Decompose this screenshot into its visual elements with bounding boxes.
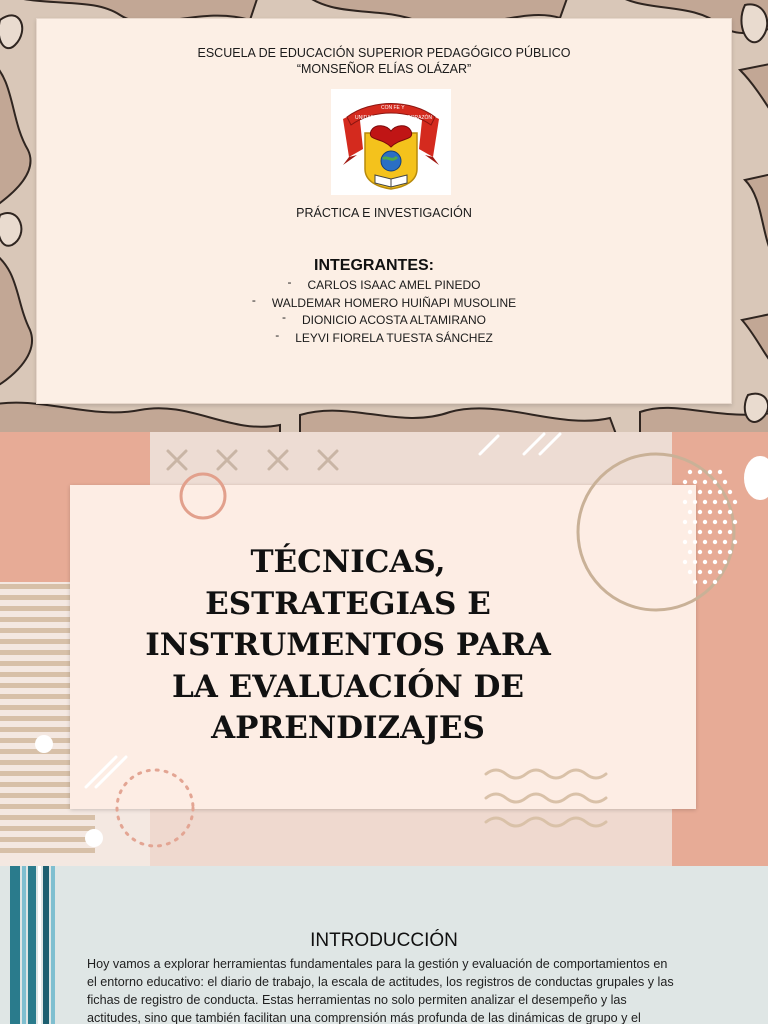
crest-emblem [331,89,451,195]
bullet-dash: - [251,292,256,307]
title-line: INSTRUMENTOS PARA [145,627,551,663]
topic-slide [0,432,768,866]
bullet-dash: - [275,327,280,342]
title-slide [0,0,768,432]
paragraph-line: el entorno educativo: el diario de trabajo, la escala de actitudes, los registros de conductas grupales y las [87,975,674,989]
motto-left: UNIDADES [355,115,381,121]
member-item [37,327,731,349]
introduction-title: INTRODUCCIÓN [310,930,458,951]
cover-card [36,18,732,404]
title-line: LA EVALUACIÓN DE [171,668,525,705]
school-crest-logo [331,89,451,195]
school-name-line-2: “MONSEÑOR ELÍAS OLÁZAR” [296,62,472,76]
member-name: WALDEMAR HOMERO HUIÑAPI MUSOLINE [271,295,517,310]
title-line: ESTRATEGIAS E [205,585,491,622]
bullet-dash: - [287,275,292,289]
member-item [37,275,731,296]
member-name: DIONICIO ACOSTA ALTAMIRANO [301,313,487,327]
bullet-dash: - [281,310,286,324]
presentation-title [70,542,626,750]
title-line: APRENDIZAJES [211,710,485,746]
member-item [37,310,731,331]
motto-right: CORAZÓN [407,115,432,121]
paragraph-line: fichas de registro de conducta. Estas herramientas no solo permiten analizar el desempeño y las [87,993,627,1007]
introduction-slide [0,866,768,1024]
title-line: TÉCNICAS, [250,544,446,580]
member-name: CARLOS ISAAC AMEL PINEDO [307,278,481,292]
introduction-paragraph [87,955,705,1024]
member-name: LEYVI FIORELA TUESTA SÁNCHEZ [295,330,493,345]
members-heading: INTEGRANTES: [314,257,434,274]
member-item [37,292,731,314]
paragraph-line: Hoy vamos a explorar herramientas fundamentales para la gestión y evaluación de comportamientos en [87,957,668,971]
members-list [37,275,731,348]
school-name [37,45,731,77]
school-name-line-1: ESCUELA DE EDUCACIÓN SUPERIOR PEDAGÓGICO PÚBLICO [197,46,571,60]
paragraph-line: actitudes, sino que también facilitan una comprensión más profunda de las dinámicas de grupo y el [87,1011,641,1024]
motto-center: CON FE Y [381,105,405,111]
course-name: PRÁCTICA E INVESTIGACIÓN [296,206,472,220]
